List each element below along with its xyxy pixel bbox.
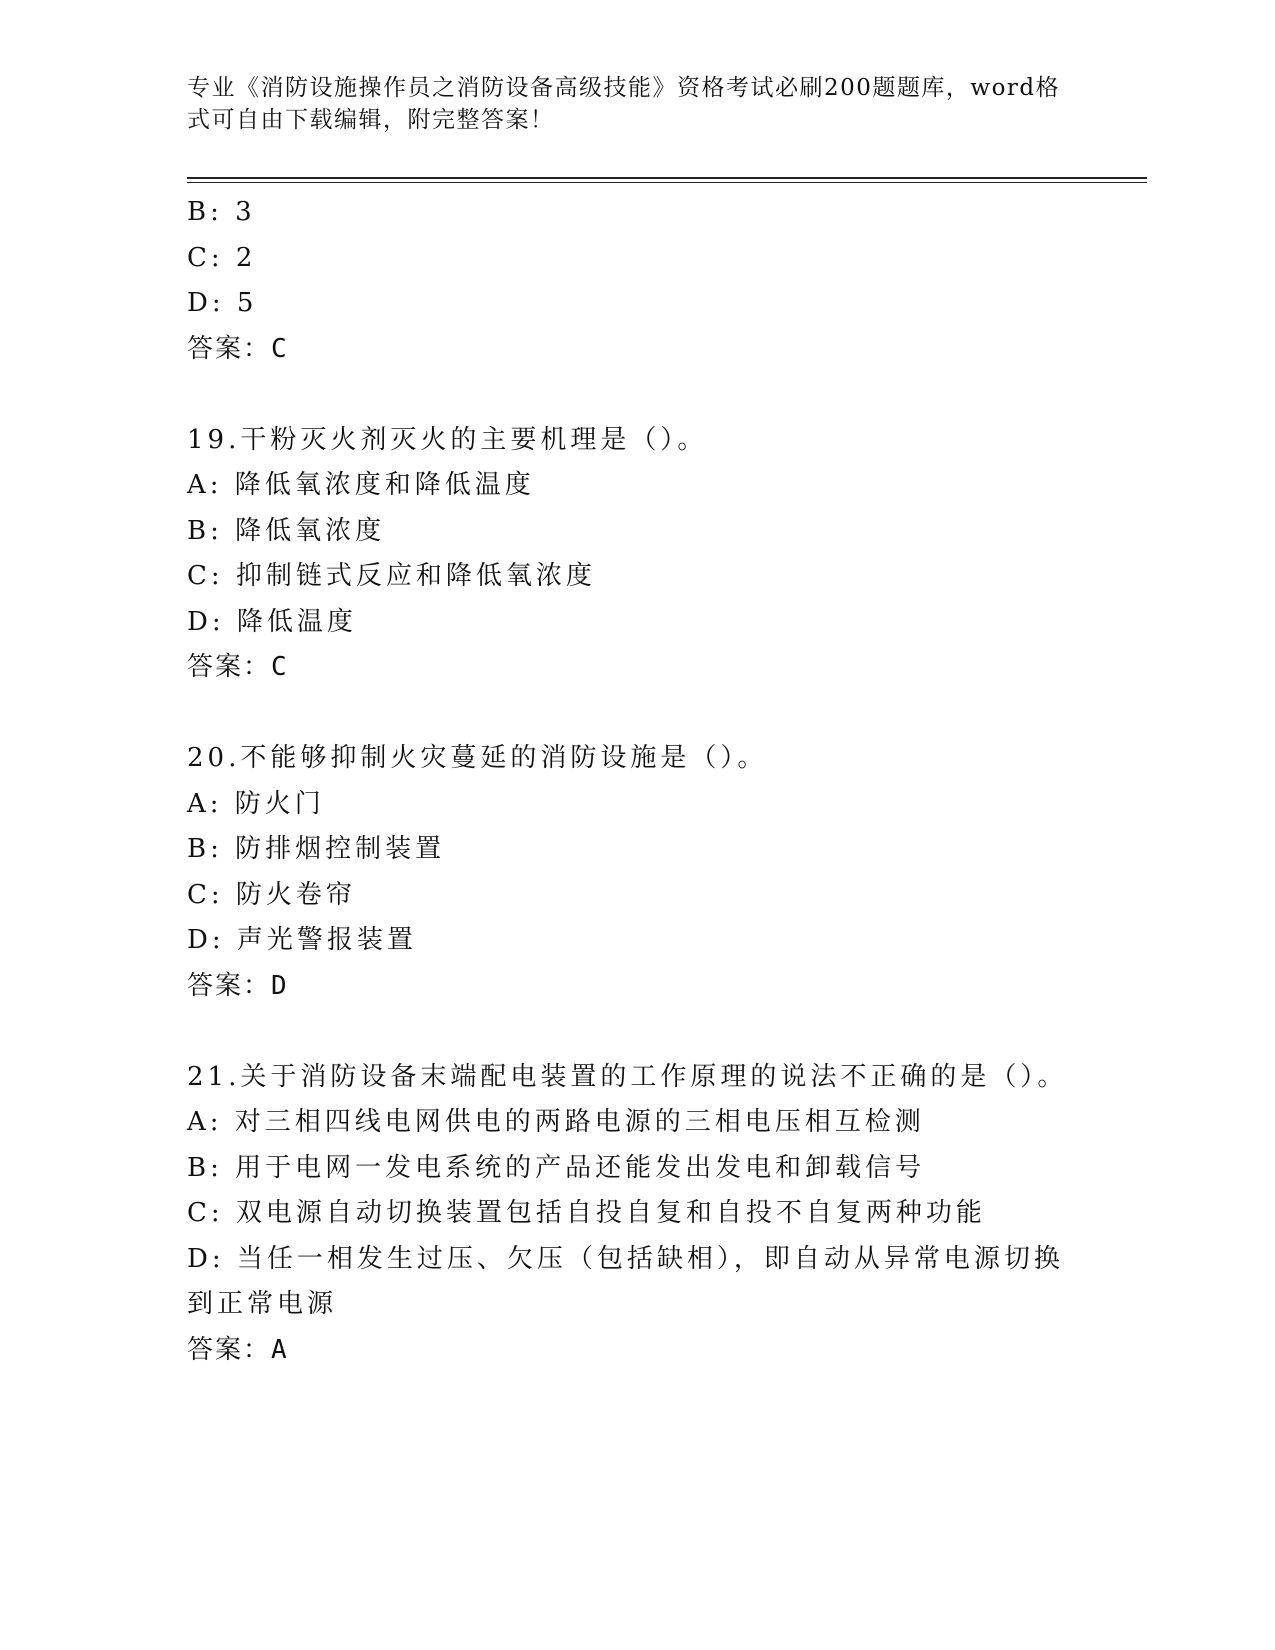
- prev-question-tail: [187, 190, 1087, 372]
- question-stem: 19.干粉灭火剂灭火的主要机理是（）。: [187, 424, 708, 455]
- option-a: A: 防火门: [187, 788, 325, 819]
- option-b: B: 防排烟控制装置: [187, 834, 446, 864]
- option-b: B: 降低氧浓度: [187, 515, 386, 546]
- option-d: D: 降低温度: [187, 606, 357, 637]
- answer-line: [187, 327, 1087, 373]
- document-body: [187, 190, 1087, 1373]
- answer-value: A: [271, 1334, 289, 1365]
- question-20: [187, 736, 1087, 1009]
- answer-line: [187, 645, 1087, 691]
- option-d: D: 5: [187, 288, 258, 318]
- option-b: B: 3: [187, 197, 256, 227]
- answer-line: [187, 964, 1087, 1010]
- header-divider-thick: [187, 177, 1147, 179]
- document-header: 专业《消防设施操作员之消防设备高级技能》资格考试必刷200题题库，word格式可自由下载编辑，附完整答案！: [187, 75, 1061, 133]
- option-d: D: 声光警报装置: [187, 925, 417, 955]
- question-stem: 21.关于消防设备末端配电装置的工作原理的说法不正确的是（）。: [187, 1061, 1068, 1092]
- option-a: A: 降低氧浓度和降低温度: [187, 470, 535, 500]
- option-c: C: 双电源自动切换装置包括自投自复和自投不自复两种功能: [187, 1198, 986, 1228]
- answer-label: 答案：: [187, 652, 272, 682]
- option-c: C: 抑制链式反应和降低氧浓度: [187, 561, 596, 591]
- answer-value: C: [271, 652, 289, 682]
- option-c: C: 防火卷帘: [187, 879, 356, 910]
- answer-label: 答案：: [187, 970, 272, 1001]
- option-a: A: 对三相四线电网供电的两路电源的三相电压相互检测: [187, 1107, 925, 1137]
- question-21: [187, 1055, 1087, 1374]
- question-stem: 20.不能够抑制火灾蔓延的消防设施是（）。: [187, 743, 768, 773]
- header-divider-thin: [187, 182, 1147, 183]
- answer-line: [187, 1328, 1087, 1374]
- answer-value: D: [271, 970, 289, 1001]
- option-d: D: 当任一相发生过压、欠压（包括缺相），即自动从异常电源切换到正常电源: [187, 1243, 1064, 1319]
- answer-value: C: [271, 333, 289, 364]
- option-c: C: 2: [187, 242, 257, 273]
- answer-label: 答案：: [187, 1334, 272, 1365]
- question-19: [187, 418, 1087, 691]
- option-b: B: 用于电网一发电系统的产品还能发出发电和卸载信号: [187, 1152, 926, 1183]
- answer-label: 答案：: [187, 333, 272, 364]
